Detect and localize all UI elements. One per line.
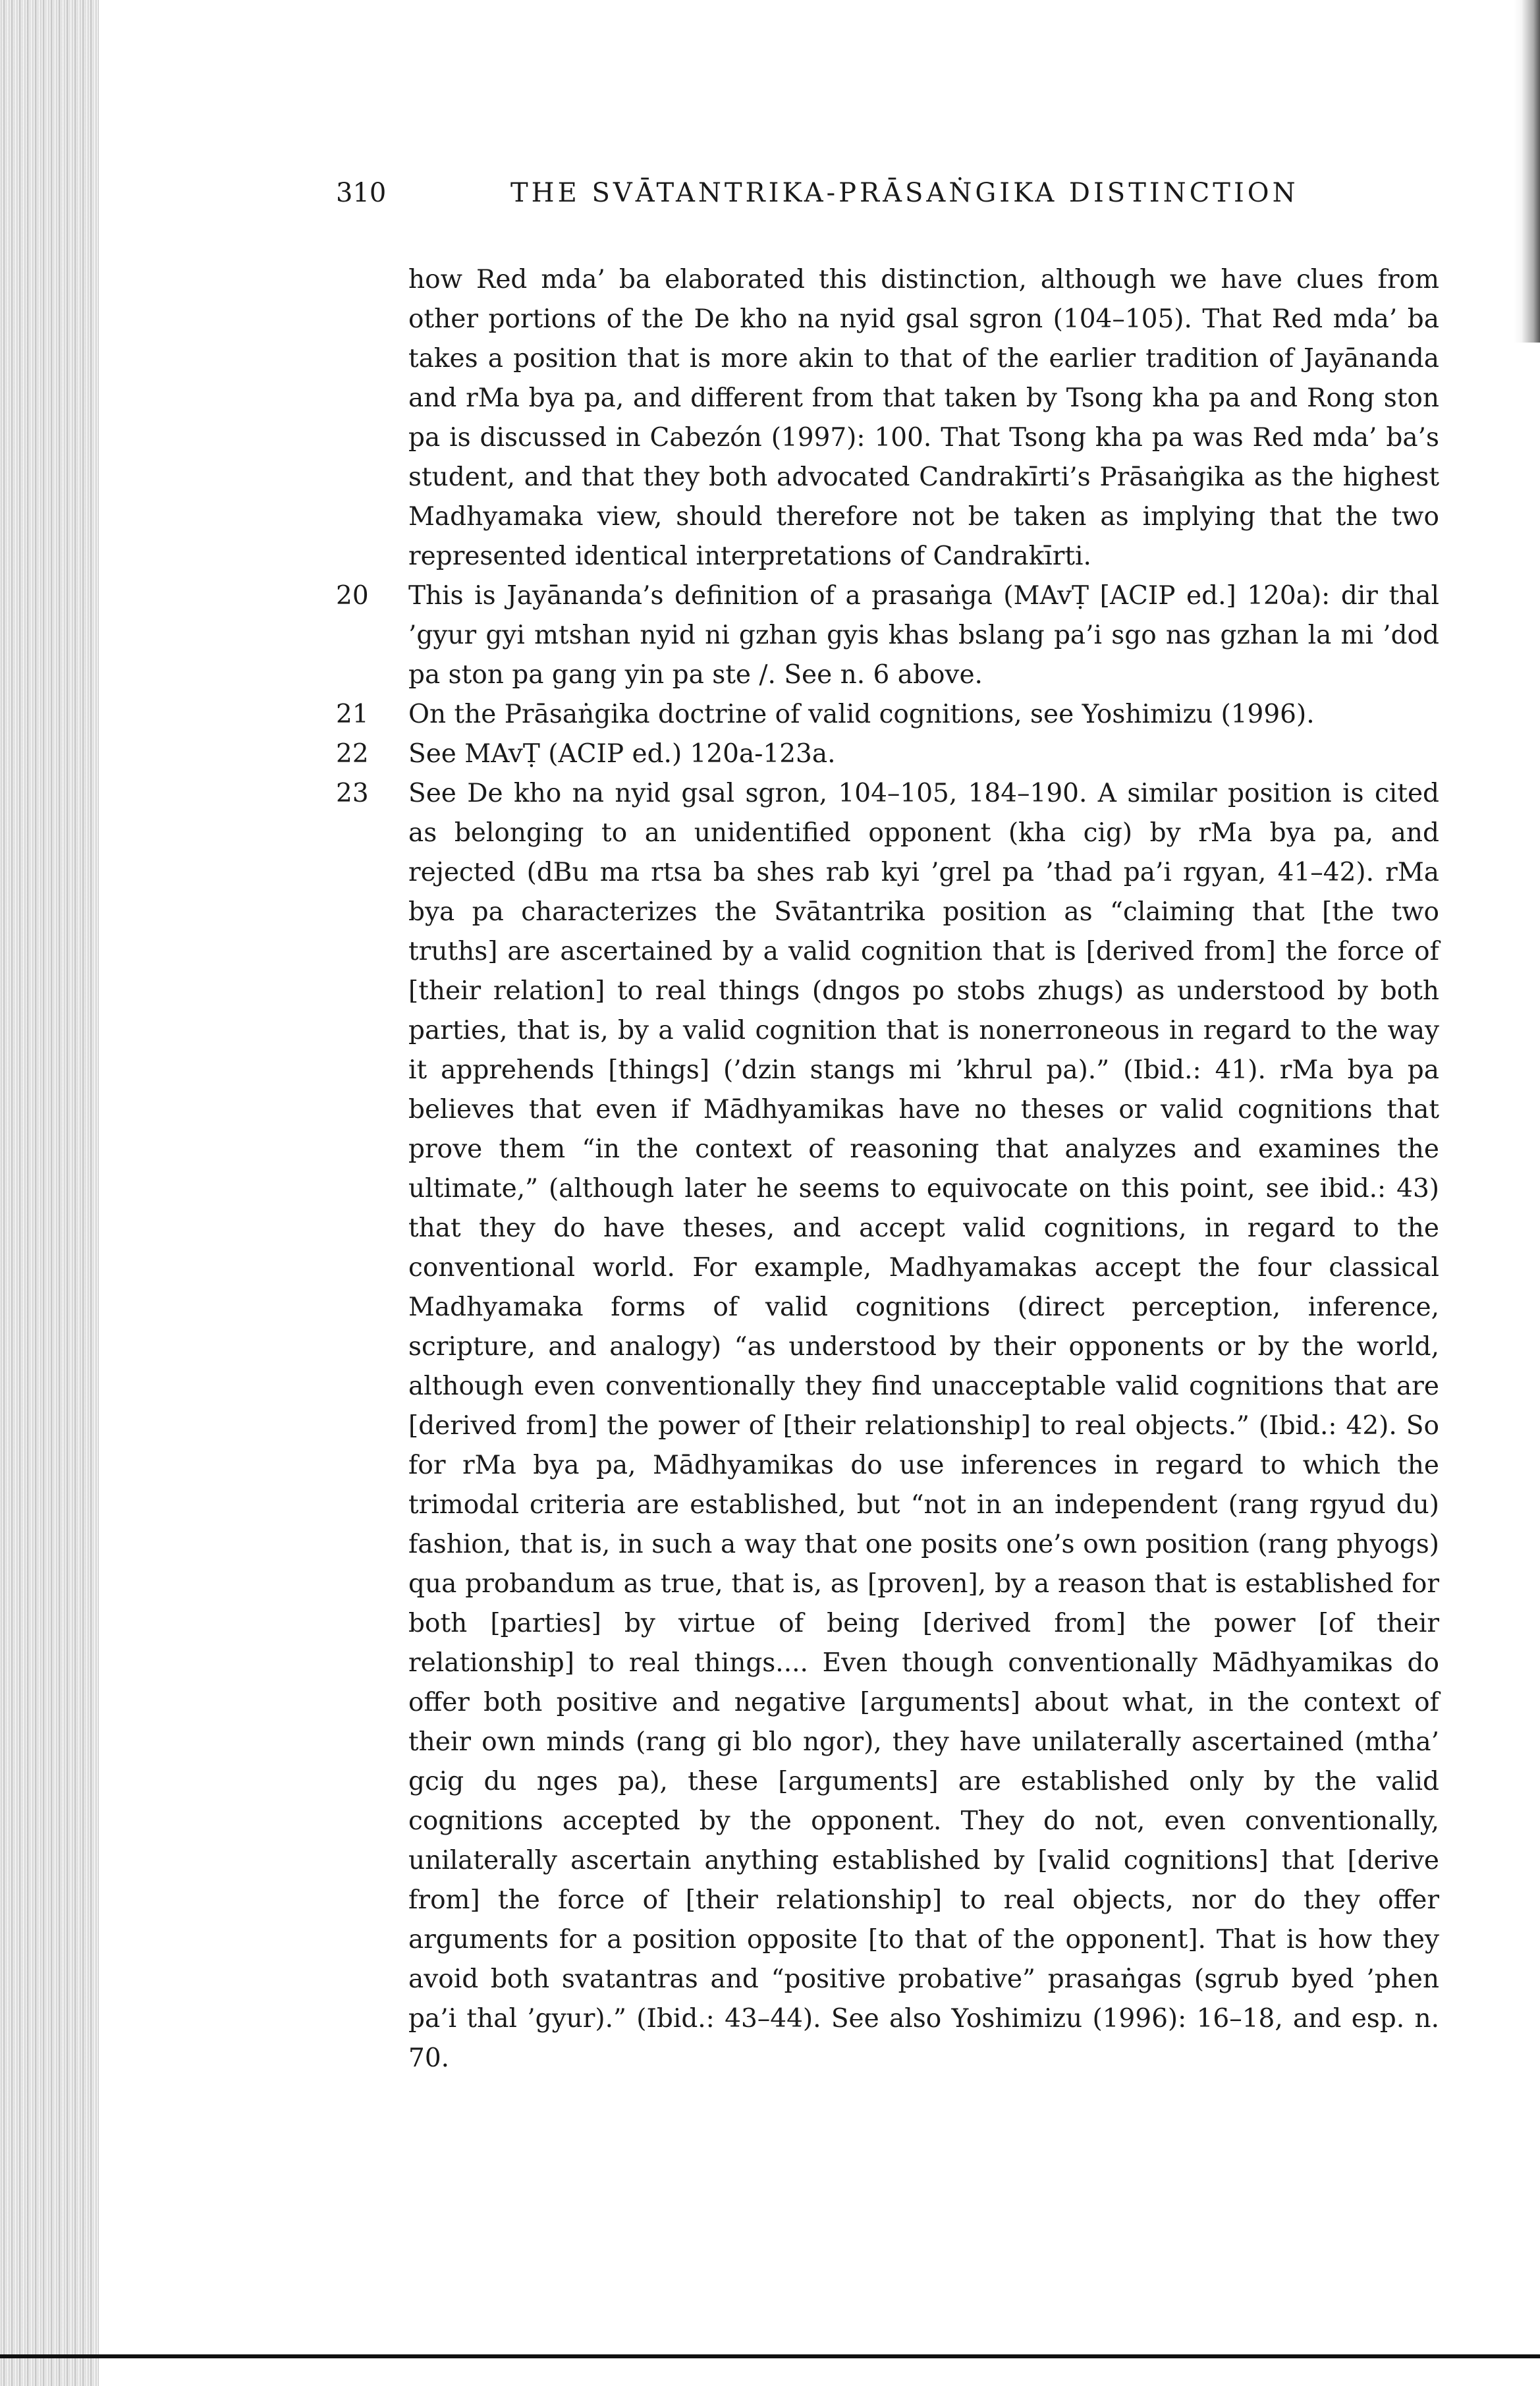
note-text: See MAvṬ (ACIP ed.) 120a-123a.	[408, 739, 836, 769]
note-text: See De kho na nyid gsal sgron, 104–105, 184–190. A similar position is cited as belonging to an unidentified opponent (kha cig) by rMa bya pa, and rejected (dBu ma rtsa ba shes rab kyi ’grel pa ’thad pa’i rgyan, 41–42). rMa bya pa characterizes the Svātantrika position as “claiming that [the two truths] are ascertained by a valid cognition that is [derived from] the force of [their relation] to real things (dngos po stobs zhugs) as understood by both parties, that is, by a valid cognition that is nonerroneous in regard to the way it apprehends [things] (’dzin stangs mi ’khrul pa).” (Ibid.: 41). rMa bya pa believes that even if Mādhyamikas have no theses or valid cognitions that prove them “in the context of reasoning that analyzes and examines the ultimate,” (although later he seems to equivocate on this point, see ibid.: 43) that they do have theses, and accept valid cognitions, in regard to the conventional world. For example, Madhyamakas accept the four classical Madhyamaka forms of valid cognitions (direct perception, inference, scripture, and analogy) “as understood by their opponents or by the world, although even conventionally they find unacceptable valid cognitions that are [derived from] the power of [their relationship] to real objects.” (Ibid.: 42). So for rMa bya pa, Mādhyamikas do use inferences in regard to which the trimodal criteria are established, but “not in an independent (rang rgyud du) fashion, that is, in such a way that one posits one’s own position (rang phyogs) qua probandum as true, that is, as [proven], by a reason that is established for both [parties] by virtue of being [derived from] the power [of their relationship] to real things.... Even though conventionally Mādhyamikas do offer both positive and negative [arguments] about what, in the context of their own minds (rang gi blo ngor), they have unilaterally ascertained (mtha’ gcig du nges pa), these [arguments] are established only by the valid cognitions accepted by the opponent. They do not, even conventionally, unilaterally ascertain anything established by [valid cognitions] that [derive from] the force of [their relationship] to real objects, nor do they offer arguments for a position opposite [to that of the opponent]. That is how they avoid both svatantras and “positive probative” prasaṅgas (sgrub byed ’phen pa’i thal ’gyur).” (Ibid.: 43–44). See also Yoshimizu (1996): 16–18, and esp. n. 70.	[408, 779, 1439, 2073]
endnote	[336, 695, 1439, 735]
note-number: 23	[336, 779, 369, 808]
scan-bottom-edge	[0, 2354, 1540, 2358]
note-number: 20	[336, 581, 369, 611]
note-number: 22	[336, 739, 369, 769]
endnote	[336, 576, 1439, 695]
book-binding-edge	[0, 0, 99, 2386]
endnote	[336, 735, 1439, 774]
note-text: This is Jayānanda’s definition of a prasaṅga (MAvṬ [ACIP ed.] 120a): dir thal ’gyur gyi mtshan nyid ni gzhan gyis khas bslang pa’i sgo nas gzhan la mi ’dod pa ston pa gang yin pa ste /. See n. 6 above.	[408, 581, 1439, 690]
page-corner-shadow	[1514, 0, 1540, 343]
running-title: THE SVĀTANTRIKA-PRĀSAṄGIKA DISTINCTION	[510, 178, 1299, 208]
note-number: 21	[336, 700, 369, 729]
notes-body	[336, 260, 1439, 2078]
page-number: 310	[336, 178, 387, 208]
note-continuation: how Red mda’ ba elaborated this distinction, although we have clues from other portions of the De kho na nyid gsal sgron (104–105). That Red mda’ ba takes a position that is more akin to that of the earlier tradition of Jayānanda and rMa bya pa, and different from that taken by Tsong kha pa and Rong ston pa is discussed in Cabezón (1997): 100. That Tsong kha pa was Red mda’ ba’s student, and that they both advocated Candrakīrti’s Prāsaṅgika as the highest Madhyamaka view, should therefore not be taken as implying that the two represented identical interpretations of Candrakīrti.	[408, 265, 1439, 571]
endnote	[336, 774, 1439, 2078]
note-text: On the Prāsaṅgika doctrine of valid cognitions, see Yoshimizu (1996).	[408, 700, 1315, 729]
